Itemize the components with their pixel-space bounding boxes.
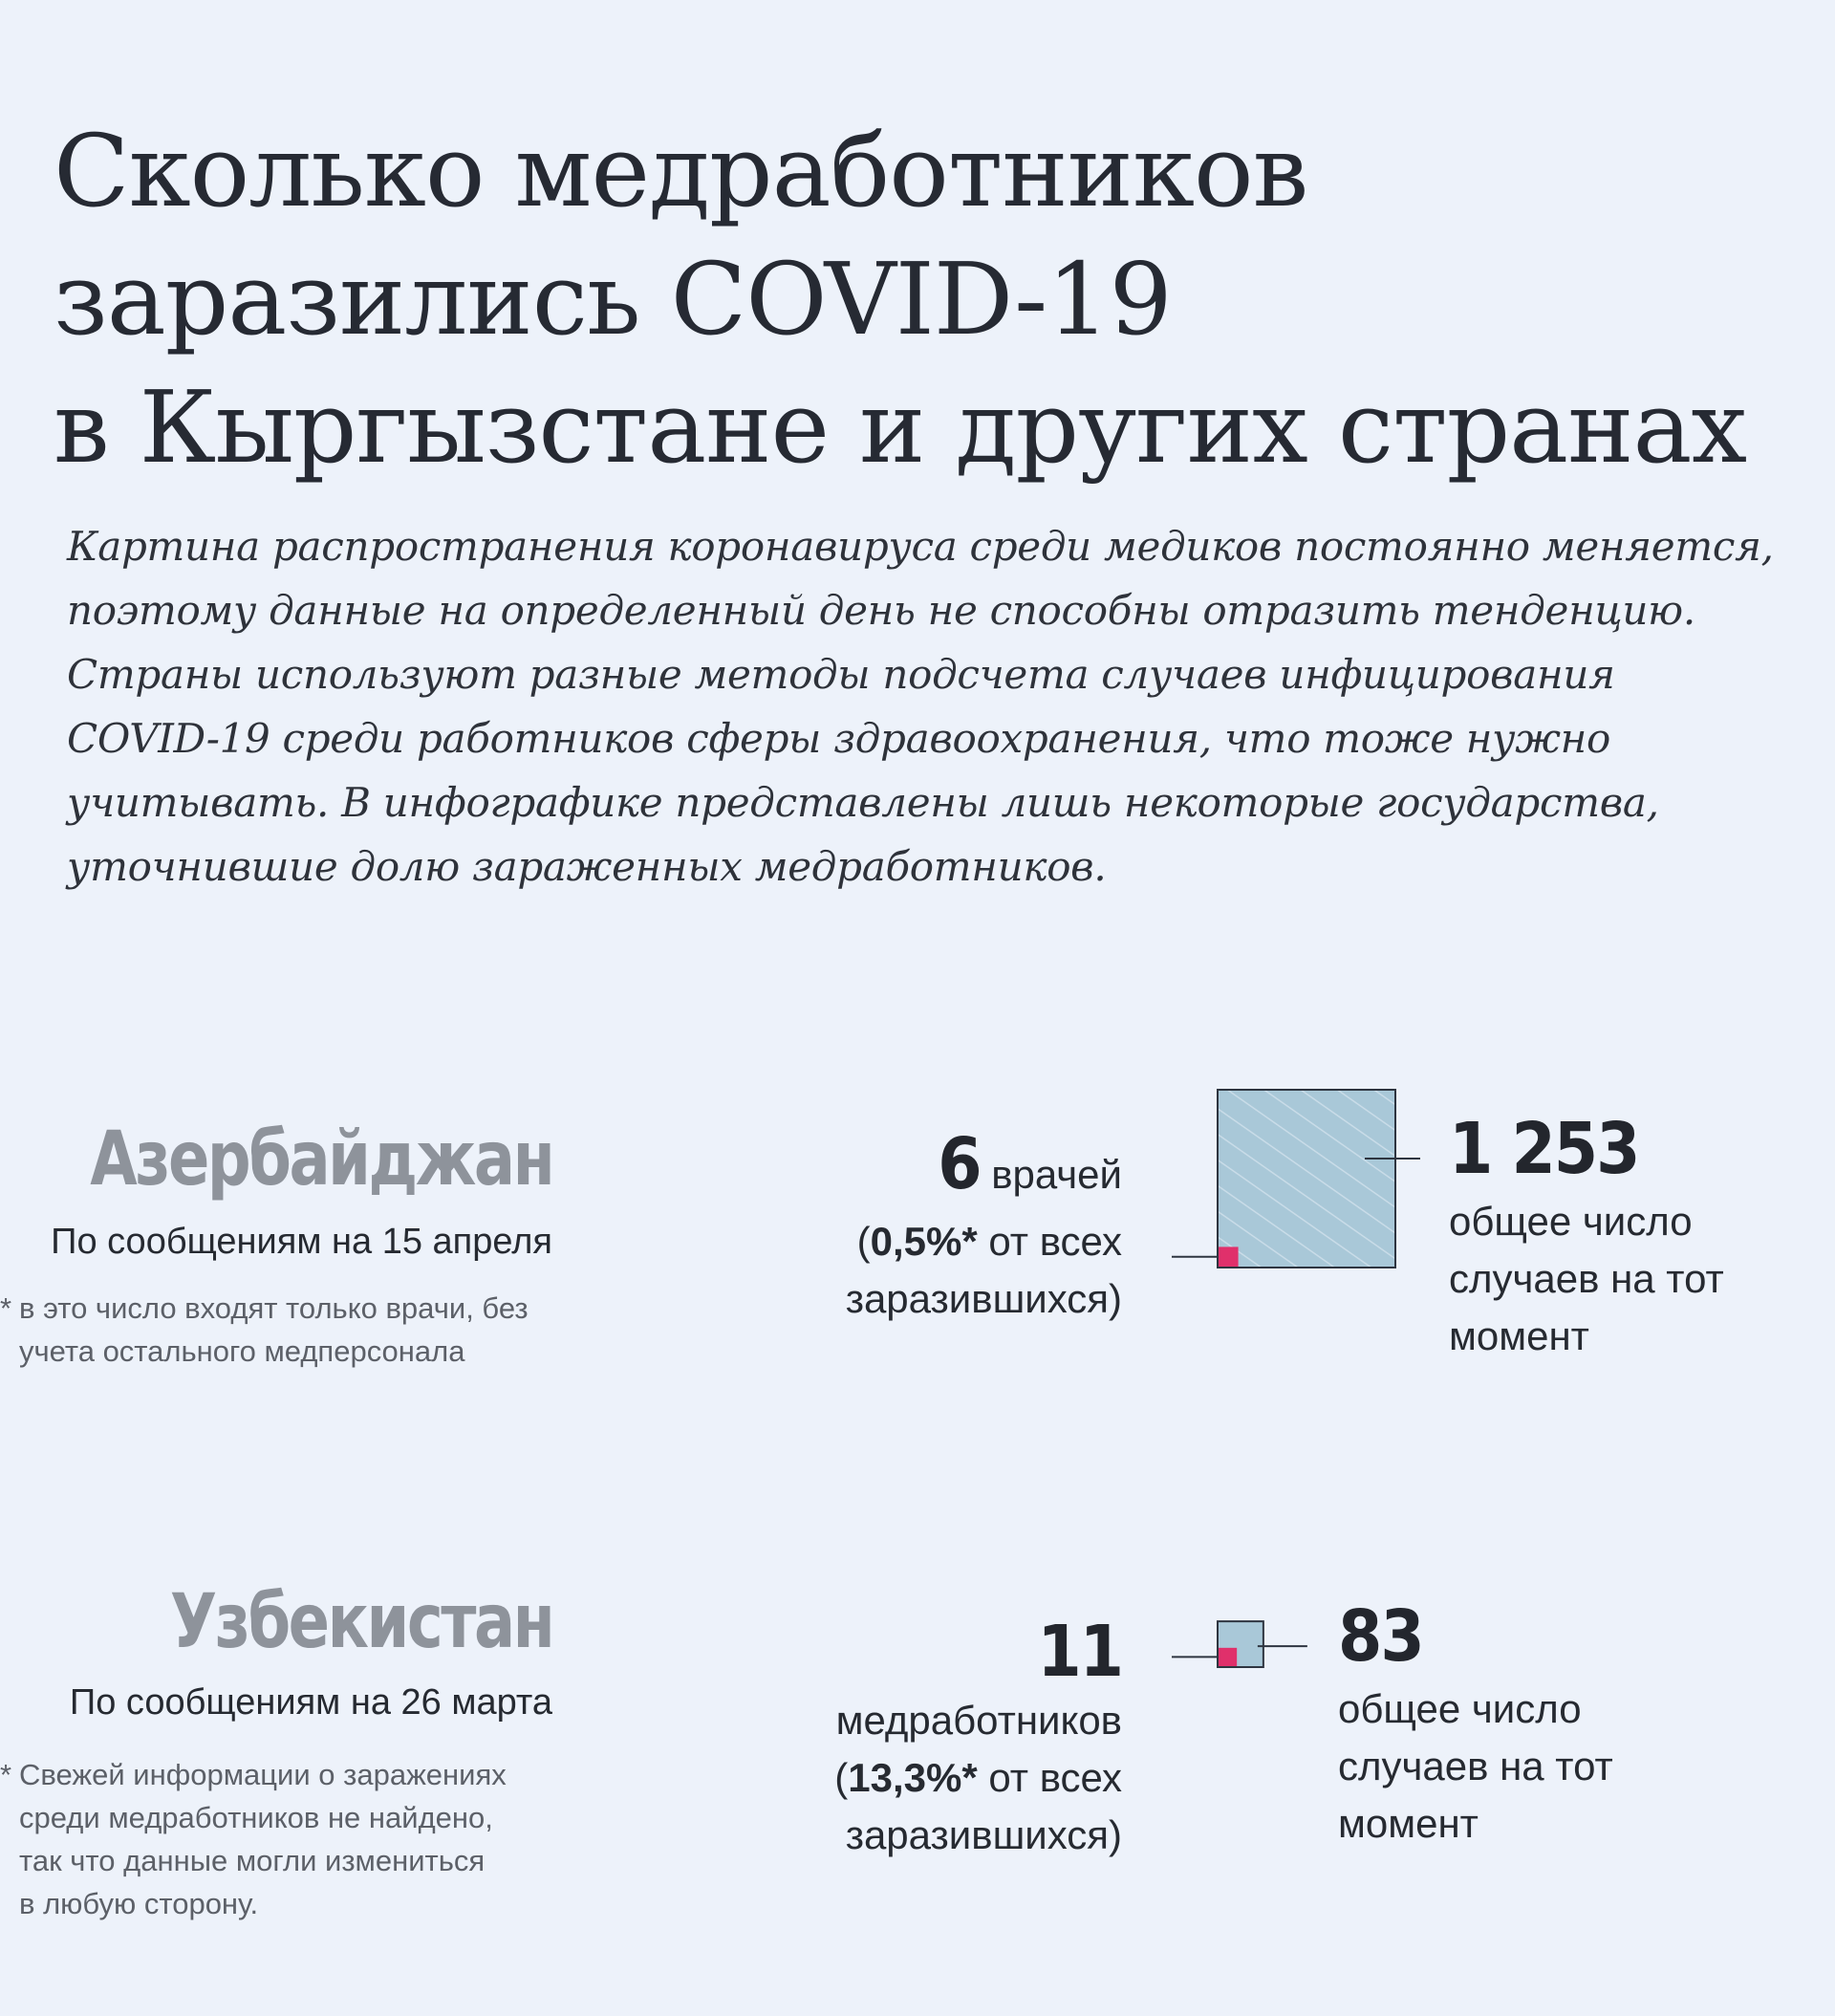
pct-rest: заразившихся) <box>845 1276 1122 1321</box>
health-workers-unit: врачей <box>991 1152 1122 1197</box>
pct-open: ( <box>834 1755 849 1800</box>
as-of-date: По сообщениям на 26 марта <box>69 1682 552 1723</box>
pct-of: от всех <box>977 1219 1122 1264</box>
country-name: Азербайджан <box>89 1116 552 1203</box>
footnote-line: так что данные могли измениться <box>19 1844 486 1877</box>
health-workers-square <box>1219 1246 1239 1267</box>
footnote-star: * <box>0 1758 12 1791</box>
footnote-star: * <box>0 1291 12 1325</box>
country-name: Узбекистан <box>169 1579 552 1665</box>
total-cases-square <box>1218 1090 1395 1268</box>
total-label-line: случаев на тот <box>1449 1256 1724 1301</box>
footnote-line: среди медработников не найдено, <box>19 1801 493 1834</box>
total-cases-count: 1 253 <box>1449 1108 1639 1190</box>
as-of-date: По сообщениям на 15 апреля <box>51 1222 552 1262</box>
total-label-line: случаев на тот <box>1338 1744 1613 1788</box>
total-label-line: момент <box>1338 1801 1479 1846</box>
intro-line: учитывать. В инфографике представлены лишь некоторые государства, <box>67 779 1659 826</box>
health-workers-count: 11 <box>1037 1611 1122 1693</box>
title-line: заразились COVID-19 <box>54 241 1172 358</box>
footnote-line: учета остального медперсонала <box>19 1334 465 1368</box>
total-cases-count: 83 <box>1338 1595 1423 1678</box>
health-workers-square <box>1219 1648 1237 1666</box>
health-workers-count: 6 <box>938 1123 981 1205</box>
footnote-line: в это число входят только врачи, без <box>19 1291 529 1325</box>
footnote-line: в любую сторону. <box>19 1887 259 1920</box>
pct-rest: заразившихся) <box>845 1812 1122 1857</box>
pct-value: 13,3%* <box>848 1755 978 1800</box>
intro-line: уточнившие долю зараженных медработников. <box>67 843 1107 890</box>
footnote-line: Свежей информации о заражениях <box>19 1758 507 1791</box>
title-line: в Кыргызстане и других странах <box>54 369 1747 486</box>
total-label-line: момент <box>1449 1313 1589 1358</box>
total-label-line: общее число <box>1338 1686 1582 1731</box>
intro-line: Страны используют разные методы подсчета случаев инфицирования <box>67 651 1615 698</box>
pct-value: 0,5%* <box>870 1219 978 1264</box>
intro-line: COVID-19 среди работников сферы здравоохранения, что тоже нужно <box>67 715 1611 762</box>
title-line: Сколько медработников <box>54 113 1308 229</box>
health-workers-unit: медработников <box>835 1698 1122 1743</box>
pct-open: ( <box>856 1219 871 1264</box>
pct-of: от всех <box>977 1755 1122 1800</box>
intro-line: Картина распространения коронавируса среди медиков постоянно меняется, <box>67 523 1774 570</box>
total-label-line: общее число <box>1449 1199 1693 1244</box>
intro-line: поэтому данные на определенный день не способны отразить тенденцию. <box>67 587 1695 634</box>
